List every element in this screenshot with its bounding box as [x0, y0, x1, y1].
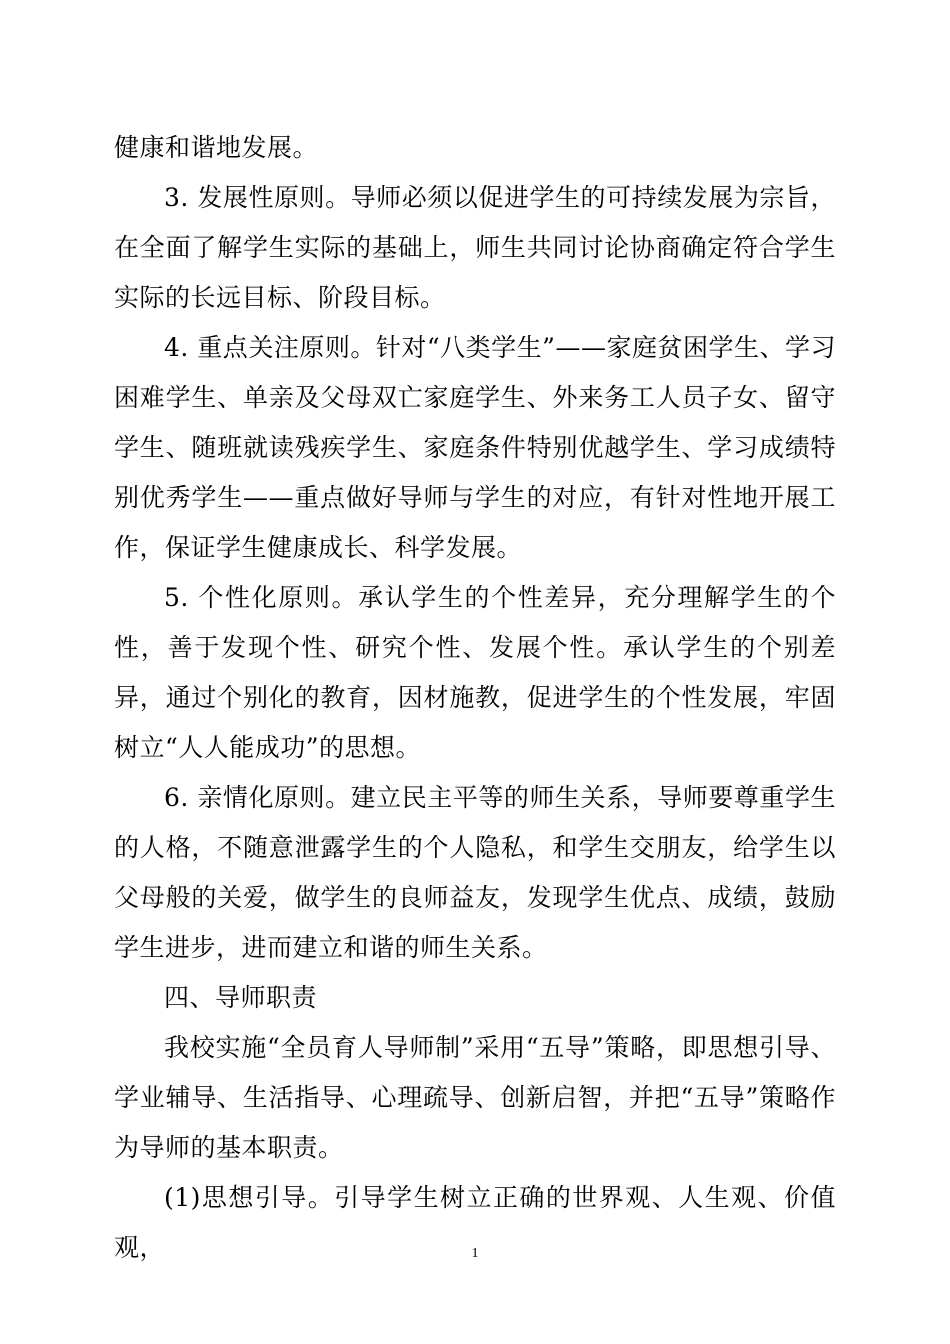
document-body	[114, 123, 836, 1273]
paragraph-five-guides: 我校实施“全员育人导师制”采用“五导”策略，即思想引导、学业辅导、生活指导、心理疏导、创新启智，并把“五导”策略作为导师的基本职责。	[114, 1033, 836, 1162]
paragraph-principle-3: 3. 发展性原则。导师必须以促进学生的可持续发展为宗旨，在全面了解学生实际的基础上，师生共同讨论协商确定符合学生实际的长远目标、阶段目标。	[114, 183, 836, 312]
paragraph-principle-6: 6. 亲情化原则。建立民主平等的师生关系，导师要尊重学生的人格，不随意泄露学生的个人隐私，和学生交朋友，给学生以父母般的关爱，做学生的良师益友，发现学生优点、成绩，鼓励学生进步，进而建立和谐的师生关系。	[114, 783, 836, 962]
paragraph-principle-5: 5. 个性化原则。承认学生的个性差异，充分理解学生的个性，善于发现个性、研究个性、发展个性。承认学生的个别差异，通过个别化的教育，因材施教，促进学生的个性发展，牢固树立“人人能成功”的思想。	[114, 583, 836, 762]
paragraph-continuation: 健康和谐地发展。	[114, 133, 319, 162]
paragraph-thought-guidance: (1)思想引导。引导学生树立正确的世界观、人生观、价值观，	[114, 1183, 836, 1262]
section-heading-4: 四、导师职责	[164, 983, 318, 1012]
page-number: 1	[471, 1246, 479, 1261]
paragraph-principle-4: 4. 重点关注原则。针对“八类学生”——家庭贫困学生、学习困难学生、单亲及父母双亡家庭学生、外来务工人员子女、留守学生、随班就读残疾学生、家庭条件特别优越学生、学习成绩特别优秀学生——重点做好导师与学生的对应，有针对性地开展工作，保证学生健康成长、科学发展。	[114, 333, 836, 562]
